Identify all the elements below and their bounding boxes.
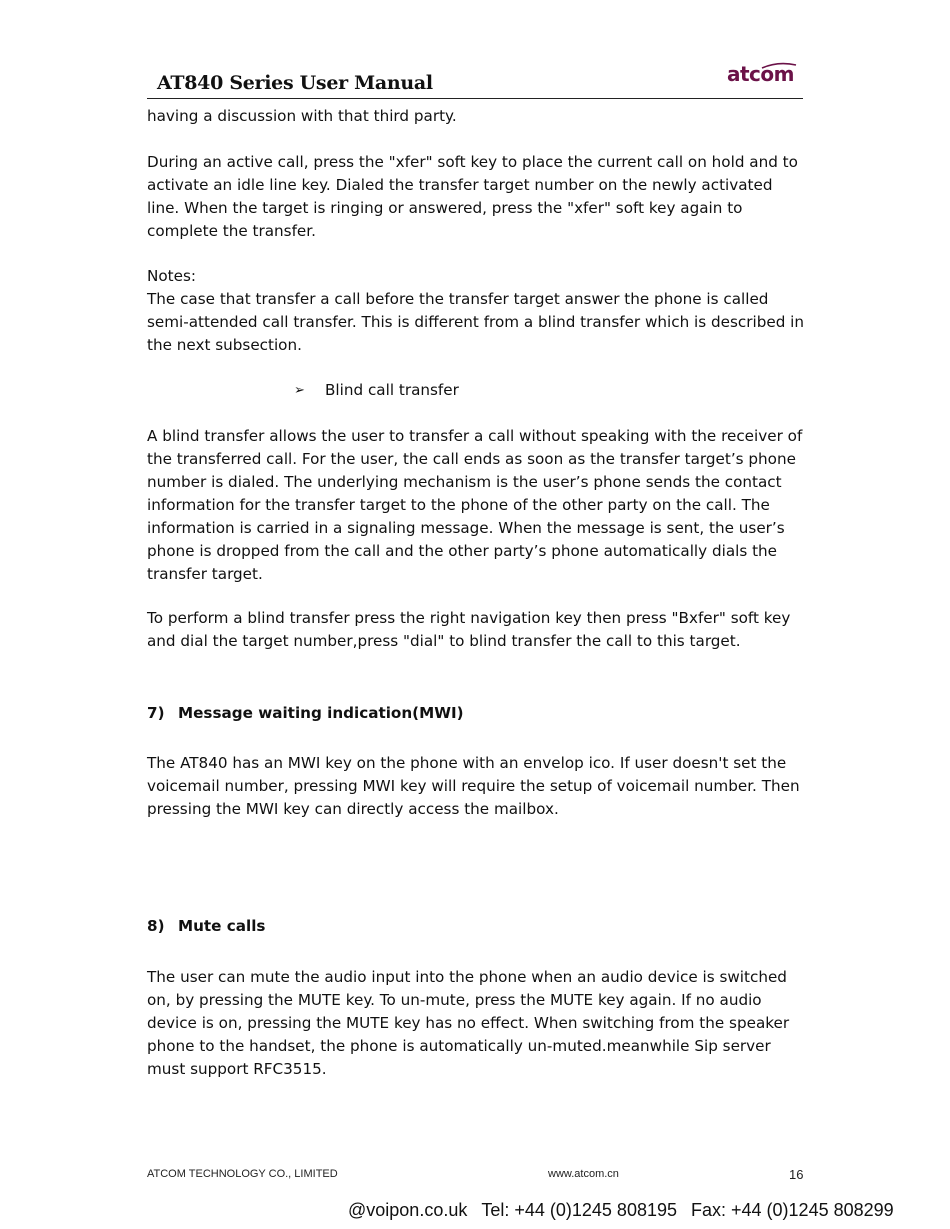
page-number: 16 (789, 1167, 804, 1182)
paragraph: To perform a blind transfer press the right navigation key then press "Bxfer" soft key and dial the target number,press "dial" to blind transfer the call to this target. (147, 609, 791, 650)
arrow-bullet-icon: ➢ (294, 383, 305, 398)
redacted-email-prefix (72, 1200, 334, 1221)
email-domain: @voipon.co.uk (348, 1200, 468, 1220)
fax: Fax: +44 (0)1245 808299 (691, 1200, 894, 1220)
paragraph: having a discussion with that third party. (147, 107, 457, 125)
paragraph: The case that transfer a call before the transfer target answer the phone is called semi-attended call transfer. This is different from a blind transfer which is described in the next subsection. (147, 290, 805, 354)
footer-website: www.atcom.cn (548, 1168, 619, 1180)
section-number: 7) (147, 704, 165, 722)
contact-bar (72, 1200, 908, 1221)
notes-label: Notes: (147, 267, 196, 285)
paragraph: During an active call, press the "xfer" soft key to place the current call on hold and to activate an idle line key. Dialed the transfer target number on the newly activated line. When the target is ringing or answered, press the "xfer" soft key again to complete the transfer. (147, 153, 798, 240)
footer-company: ATCOM TECHNOLOGY CO., LIMITED (147, 1168, 338, 1180)
section-title: Message waiting indication(MWI) (178, 704, 464, 722)
atcom-logo: atcom (727, 62, 794, 86)
section-heading (147, 915, 265, 938)
document-title: AT840 Series User Manual (157, 72, 433, 94)
section-title: Mute calls (178, 917, 266, 935)
section-heading (147, 702, 464, 725)
bullet-label: Blind call transfer (325, 381, 459, 399)
header-divider (147, 98, 803, 99)
logo-swoosh-icon (760, 62, 798, 70)
paragraph: The AT840 has an MWI key on the phone with an envelop ico. If user doesn't set the voicemail number, pressing MWI key will require the setup of voicemail number. Then pressing the MWI key can directly access the mailbox. (147, 754, 800, 818)
paragraph: A blind transfer allows the user to transfer a call without speaking with the receiver of the transferred call. For the user, the call ends as soon as the transfer target’s phone number is dialed. The underlying mechanism is the user’s phone sends the contact information for the transfer target to the phone of the other party on the call. The information is carried in a signaling message. When the message is sent, the user’s phone is dropped from the call and the other party’s phone automatically dials the transfer target. (147, 427, 803, 583)
paragraph: The user can mute the audio input into the phone when an audio device is switched on, by pressing the MUTE key. To un-mute, press the MUTE key again. If no audio device is on, pressing the MUTE key has no effect. When switching from the speaker phone to the handset, the phone is automatically un-muted.meanwhile Sip server must support RFC3515. (147, 968, 790, 1078)
section-number: 8) (147, 917, 165, 935)
telephone: Tel: +44 (0)1245 808195 (481, 1200, 677, 1220)
